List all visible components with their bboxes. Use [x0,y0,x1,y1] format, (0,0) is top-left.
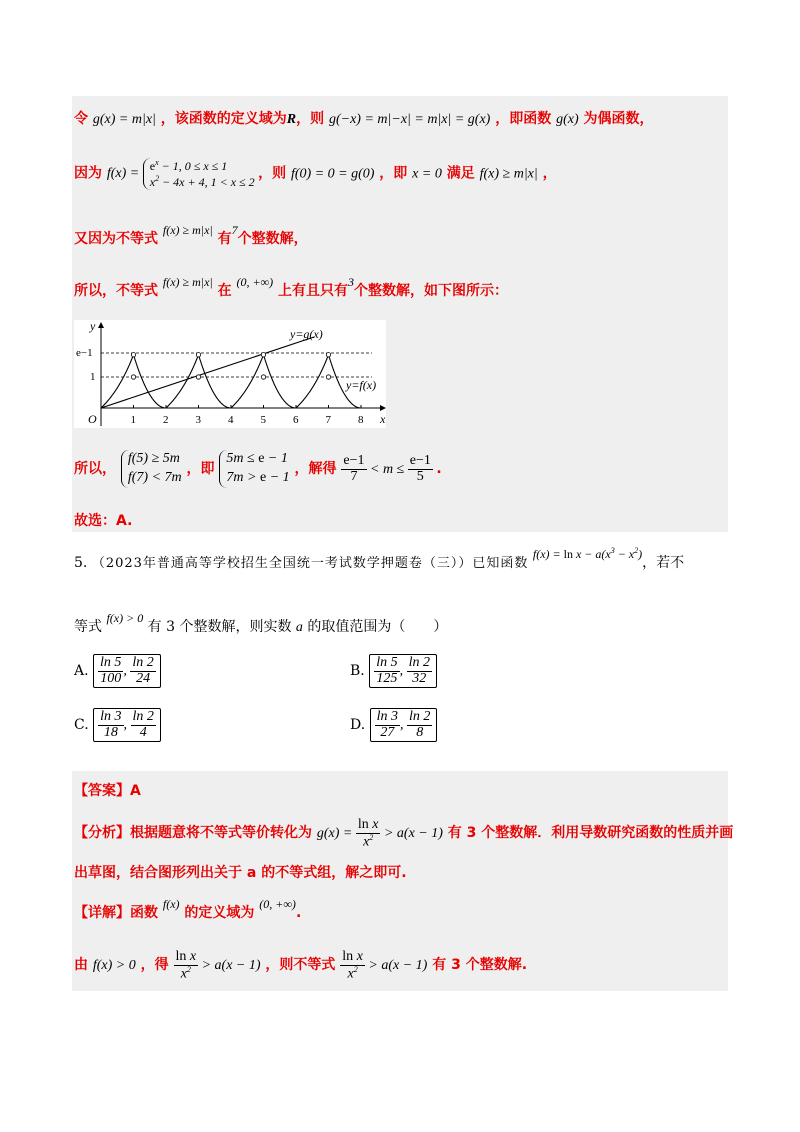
analysis-line-2: 出草图，结合图形列出关于 a 的不等式组，解之即可. [74,865,407,881]
solution-line-1: 令 g(x) = m|x| ，该函数的定义域为R，则 g(−x) = m|−x| = m|x| = g(x) ，即函数 g(x) 为偶函数， [74,111,654,127]
formula-g-even: g(−x) = m|−x| = m|x| = g(x) [328,112,491,127]
f-level-point [326,375,330,379]
f-peak-point [196,353,200,357]
x-tick-label: 2 [163,414,169,426]
f-level-point [261,375,265,379]
solution-line-3: 又因为不等式 f(x) ≥ m|x| 有7个整数解， [74,223,308,247]
detail-line-1: 【详解】函数 f(x) 的定义域为 (0, +∞). [74,897,302,921]
option-b[interactable]: B. $\frac{\ln 5}{125}$ , $\frac{\ln 2}{32}$ [350,654,437,688]
solution-line-4: 所以，不等式 f(x) ≥ m|x| 在 (0, +∞) 上有且只有3个整数解，如下图所示： [74,275,508,299]
x-tick-label: 8 [358,414,364,426]
label-g: y=g(x) [290,327,323,341]
solution-choice: 故选：A. [74,513,133,529]
question-5-line-2: 等式 f(x) > 0 有 3 个整数解，则实数 a 的取值范围为（ ） [74,611,448,635]
option-d[interactable]: D. $\frac{\ln 3}{27}$ , $\frac{\ln 2}{8}$ [350,708,437,742]
option-c[interactable]: C. $\frac{\ln 3}{18}$ , $\frac{\ln 2}{4}$ [74,708,161,742]
label-f: y=f(x) [346,378,377,392]
question-5-line-1: 5. （2023年普通高等学校招生全国统一考试数学押题卷（三））已知函数 $f(x) = \ln x - a(x^3 - x^2)$，若不 [74,546,685,571]
x-tick-label: 4 [228,414,234,426]
ytick-1: 1 [90,371,96,383]
x-tick-label: 3 [195,414,201,426]
f-level-point [131,375,135,379]
formula-f-piecewise: $f(x) = e^x - 1$, 0 ≤ x ≤ 1 $x^2 - 4x + 4$, 1 < x ≤ 2 [106,158,255,190]
f-peak-point [326,353,330,357]
x-tick-label: 1 [130,414,136,426]
option-a[interactable]: A. $\frac{\ln 5}{100}$ , $\frac{\ln 2}{24}$ [74,654,161,688]
origin-label: O [88,412,97,426]
f-peak-point [131,353,135,357]
y-axis-label: y [90,320,96,333]
f-peak-point [261,353,265,357]
ytick-e-minus-1: e−1 [76,347,93,359]
analysis-line-1: 【分析】根据题意将不等式等价转化为 g(x) = $\frac{\text{ln x}}{x^2}$ > a(x − 1) 有 3 个整数解．利用导数研究函数的性质并画 [74,817,734,850]
answer-label: 【答案】A [74,783,141,799]
solution-line-5: 所以， f(5) ≥ 5m f(7) < 7m ，即 5m ≤ e − 1 7m > e − 1 ，解得 $\frac{e-1}{7}$ < m ≤ $\frac{e-1}{5}$ . [74,450,442,488]
x-tick-label: 6 [293,414,299,426]
x-axis-label: x [380,412,386,426]
x-tick-label: 7 [325,414,331,426]
function-graph [74,320,386,428]
solution-line-2: 因为 $f(x) = e^x - 1$, 0 ≤ x ≤ 1 $x^2 - 4x + 4$, 1 < x ≤ 2 ，则 f(0) = 0 = g(0) ，即 x = 0 满足 f(x) ≥ m|x| ， [74,158,557,190]
x-tick-label: 5 [260,414,266,426]
detail-line-2: 由 f(x) > 0 ，得 $\frac{\text{ln x}}{x^2}$ > a(x − 1) ，则不等式 $\frac{\text{ln x}}{x^2}$ > a(x − 1) 有 3 个整数解. [74,949,528,982]
formula-g-def: g(x) = m|x| [92,112,156,127]
f-level-point [196,375,200,379]
